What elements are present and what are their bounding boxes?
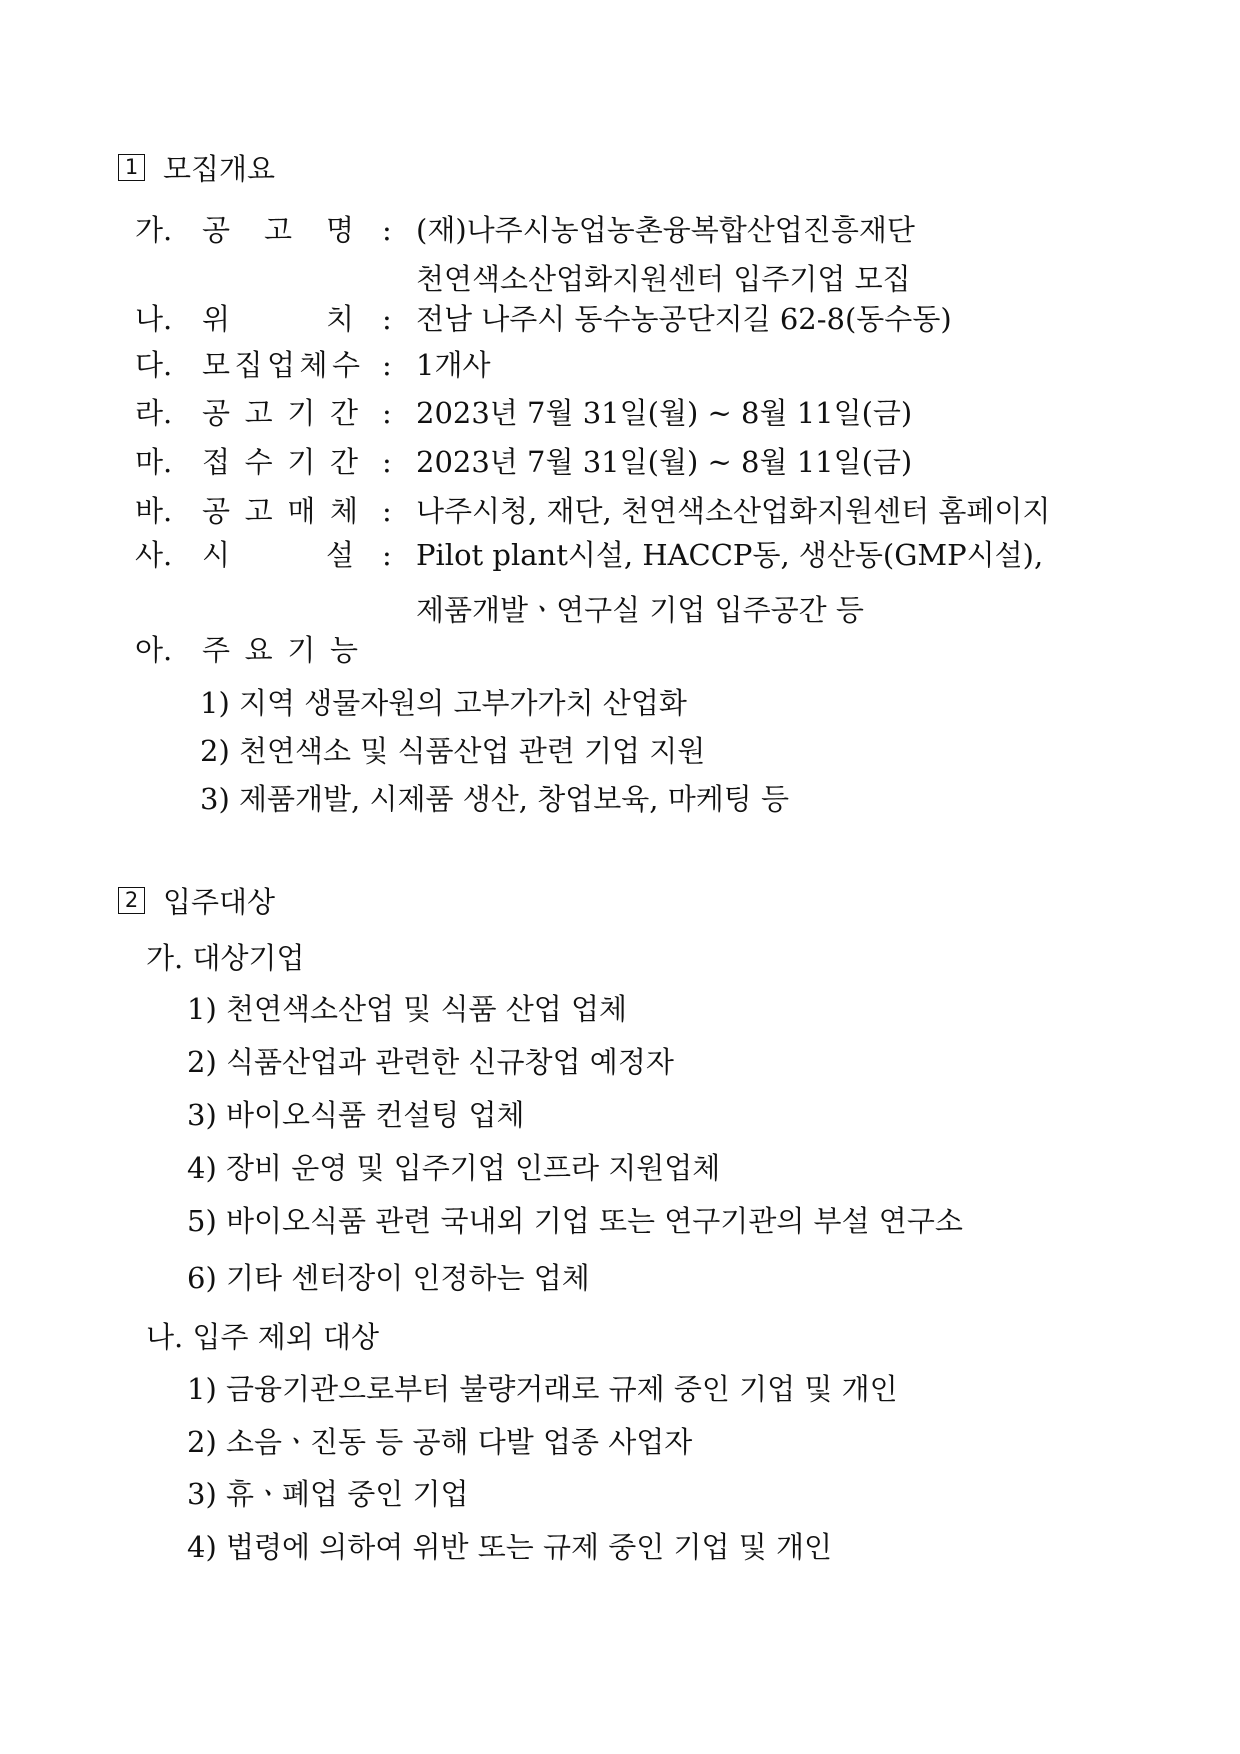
row-label: 공 고 명 bbox=[202, 213, 354, 247]
row-value: 나주시청, 재단, 천연색소산업화지원센터 홈페이지 bbox=[416, 494, 1051, 528]
row-marker: 아. bbox=[135, 633, 173, 667]
list-item: 3) 제품개발, 시제품 생산, 창업보육, 마케팅 등 bbox=[200, 782, 789, 816]
list-item: 4) 장비 운영 및 입주기업 인프라 지원업체 bbox=[187, 1151, 721, 1185]
row-label: 공 고 매 체 bbox=[202, 494, 358, 528]
excluded-heading: 나. 입주 제외 대상 bbox=[146, 1320, 379, 1354]
row-label: 주 요 기 능 bbox=[202, 633, 358, 667]
row-value: 전남 나주시 동수농공단지길 62-8(동수동) bbox=[416, 302, 952, 336]
list-item: 1) 금융기관으로부터 불량거래로 규제 중인 기업 및 개인 bbox=[187, 1372, 898, 1406]
row-label: 위 치 bbox=[202, 302, 354, 336]
list-item: 3) 휴ㆍ폐업 중인 기업 bbox=[187, 1477, 469, 1511]
row-marker: 다. bbox=[135, 348, 173, 382]
list-item: 2) 소음ㆍ진동 등 공해 다발 업종 사업자 bbox=[187, 1425, 693, 1459]
list-item: 4) 법령에 의하여 위반 또는 규제 중인 기업 및 개인 bbox=[187, 1530, 832, 1564]
list-item: 1) 천연색소산업 및 식품 산업 업체 bbox=[187, 992, 628, 1026]
row-colon: : bbox=[382, 348, 392, 382]
section-1-heading bbox=[118, 147, 275, 188]
row-colon: : bbox=[382, 494, 392, 528]
row-label: 공 고 기 간 bbox=[202, 396, 358, 430]
row-label: 모 집 업 체 수 bbox=[202, 348, 360, 382]
row-value: 2023년 7월 31일(월) ~ 8월 11일(금) bbox=[416, 445, 913, 479]
row-label: 시 설 bbox=[202, 538, 354, 572]
row-colon: : bbox=[382, 396, 392, 430]
section-title: 입주대상 bbox=[163, 885, 276, 919]
target-heading: 가. 대상기업 bbox=[146, 941, 305, 975]
section-number-box: 2 bbox=[118, 887, 145, 914]
list-item: 2) 천연색소 및 식품산업 관련 기업 지원 bbox=[200, 734, 706, 768]
row-label: 접 수 기 간 bbox=[202, 445, 358, 479]
row-value: 2023년 7월 31일(월) ~ 8월 11일(금) bbox=[416, 396, 913, 430]
row-marker: 사. bbox=[135, 538, 173, 572]
list-item: 3) 바이오식품 컨설팅 업체 bbox=[187, 1098, 525, 1132]
row-colon: : bbox=[382, 445, 392, 479]
row-marker: 마. bbox=[135, 445, 173, 479]
list-item: 6) 기타 센터장이 인정하는 업체 bbox=[187, 1261, 590, 1295]
row-colon: : bbox=[382, 213, 392, 247]
row-colon: : bbox=[382, 538, 392, 572]
list-item: 2) 식품산업과 관련한 신규창업 예정자 bbox=[187, 1045, 674, 1079]
row-colon: : bbox=[382, 302, 392, 336]
announcement-continuation: 천연색소산업화지원센터 입주기업 모집 bbox=[416, 262, 911, 296]
list-item: 5) 바이오식품 관련 국내외 기업 또는 연구기관의 부설 연구소 bbox=[187, 1204, 963, 1238]
row-marker: 바. bbox=[135, 494, 173, 528]
section-title: 모집개요 bbox=[163, 152, 276, 186]
list-item: 1) 지역 생물자원의 고부가가치 산업화 bbox=[200, 686, 687, 720]
row-value: Pilot plant시설, HACCP동, 생산동(GMP시설), bbox=[416, 538, 1044, 572]
section-2-heading bbox=[118, 880, 275, 921]
row-marker: 나. bbox=[135, 302, 173, 336]
row-value: (재)나주시농업농촌융복합산업진흥재단 bbox=[416, 213, 915, 247]
row-marker: 가. bbox=[135, 213, 173, 247]
facility-continuation: 제품개발ㆍ연구실 기업 입주공간 등 bbox=[416, 593, 864, 627]
row-marker: 라. bbox=[135, 396, 173, 430]
row-value: 1개사 bbox=[416, 348, 491, 382]
section-number-box: 1 bbox=[118, 154, 145, 181]
